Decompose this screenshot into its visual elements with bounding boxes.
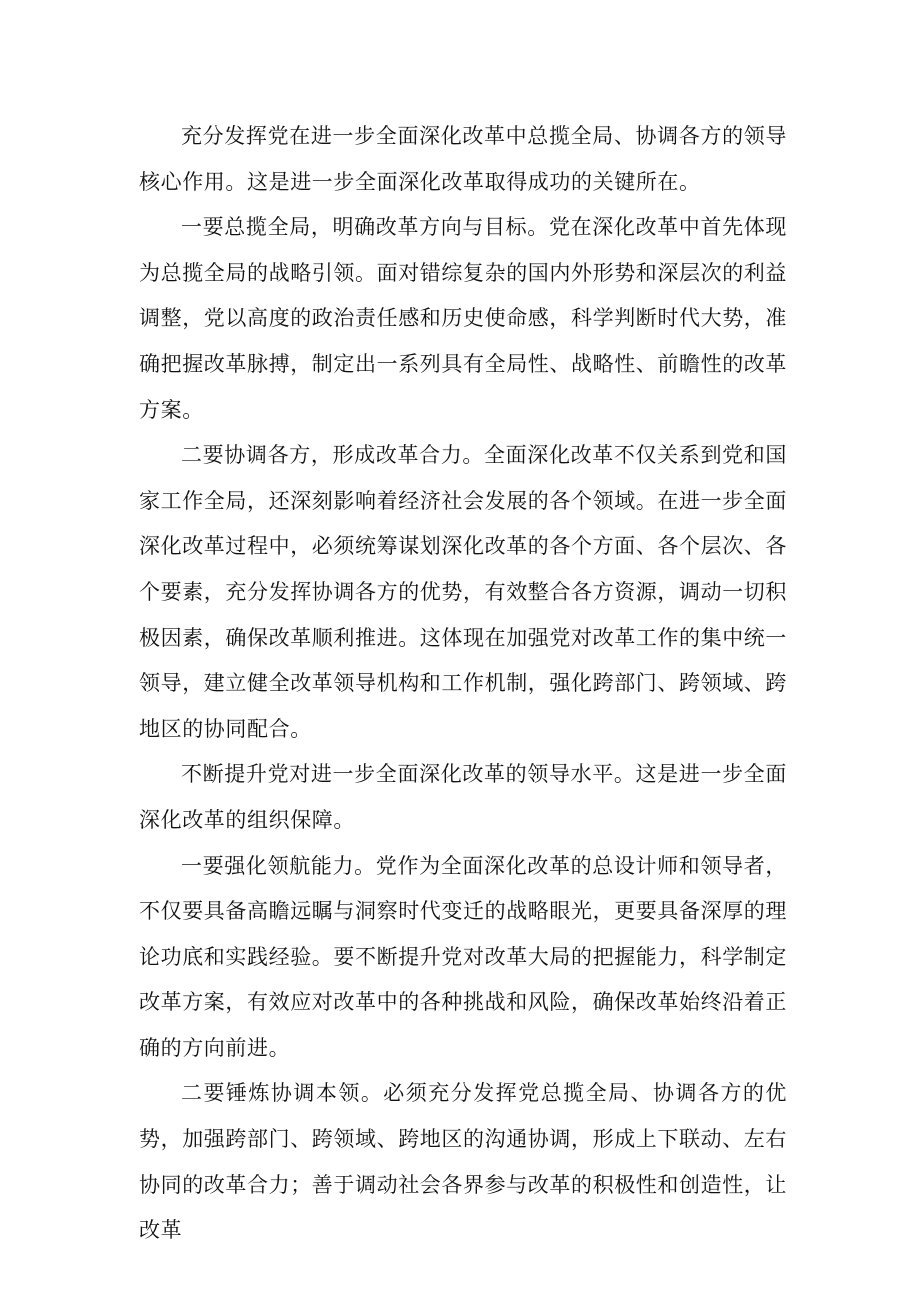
paragraph: 二要锤炼协调本领。必须充分发挥党总揽全局、协调各方的优势，加强跨部门、跨领域、跨地区的沟通协调，形成上下联动、左右协同的改革合力；善于调动社会各界参与改革的积极性和创造性，让改革 [139, 1081, 787, 1243]
paragraph: 充分发挥党在进一步全面深化改革中总揽全局、协调各方的领导核心作用。这是进一步全面深化改革取得成功的关键所在。 [139, 124, 787, 194]
paragraph: 一要强化领航能力。党作为全面深化改革的总设计师和领导者，不仅要具备高瞻远瞩与洞察时代变迁的战略眼光，更要具备深厚的理论功底和实践经验。要不断提升党对改革大局的把握能力，科学制定改革方案，有效应对改革中的各种挑战和风险，确保改革始终沿着正确的方向前进。 [139, 853, 787, 1060]
document-body [139, 114, 787, 1254]
paragraph: 一要总揽全局，明确改革方向与目标。党在深化改革中首先体现为总揽全局的战略引领。面对错综复杂的国内外形势和深层次的利益调整，党以高度的政治责任感和历史使命感，科学判断时代大势，准确把握改革脉搏，制定出一系列具有全局性、战略性、前瞻性的改革方案。 [139, 215, 787, 422]
paragraph: 二要协调各方，形成改革合力。全面深化改革不仅关系到党和国家工作全局，还深刻影响着经济社会发展的各个领域。在进一步全面深化改革过程中，必须统筹谋划深化改革的各个方面、各个层次、各个要素，充分发挥协调各方的优势，有效整合各方资源，调动一切积极因素，确保改革顺利推进。这体现在加强党对改革工作的集中统一领导，建立健全改革领导机构和工作机制，强化跨部门、跨领域、跨地区的协同配合。 [139, 443, 787, 741]
paragraph: 不断提升党对进一步全面深化改革的领导水平。这是进一步全面深化改革的组织保障。 [139, 762, 787, 832]
